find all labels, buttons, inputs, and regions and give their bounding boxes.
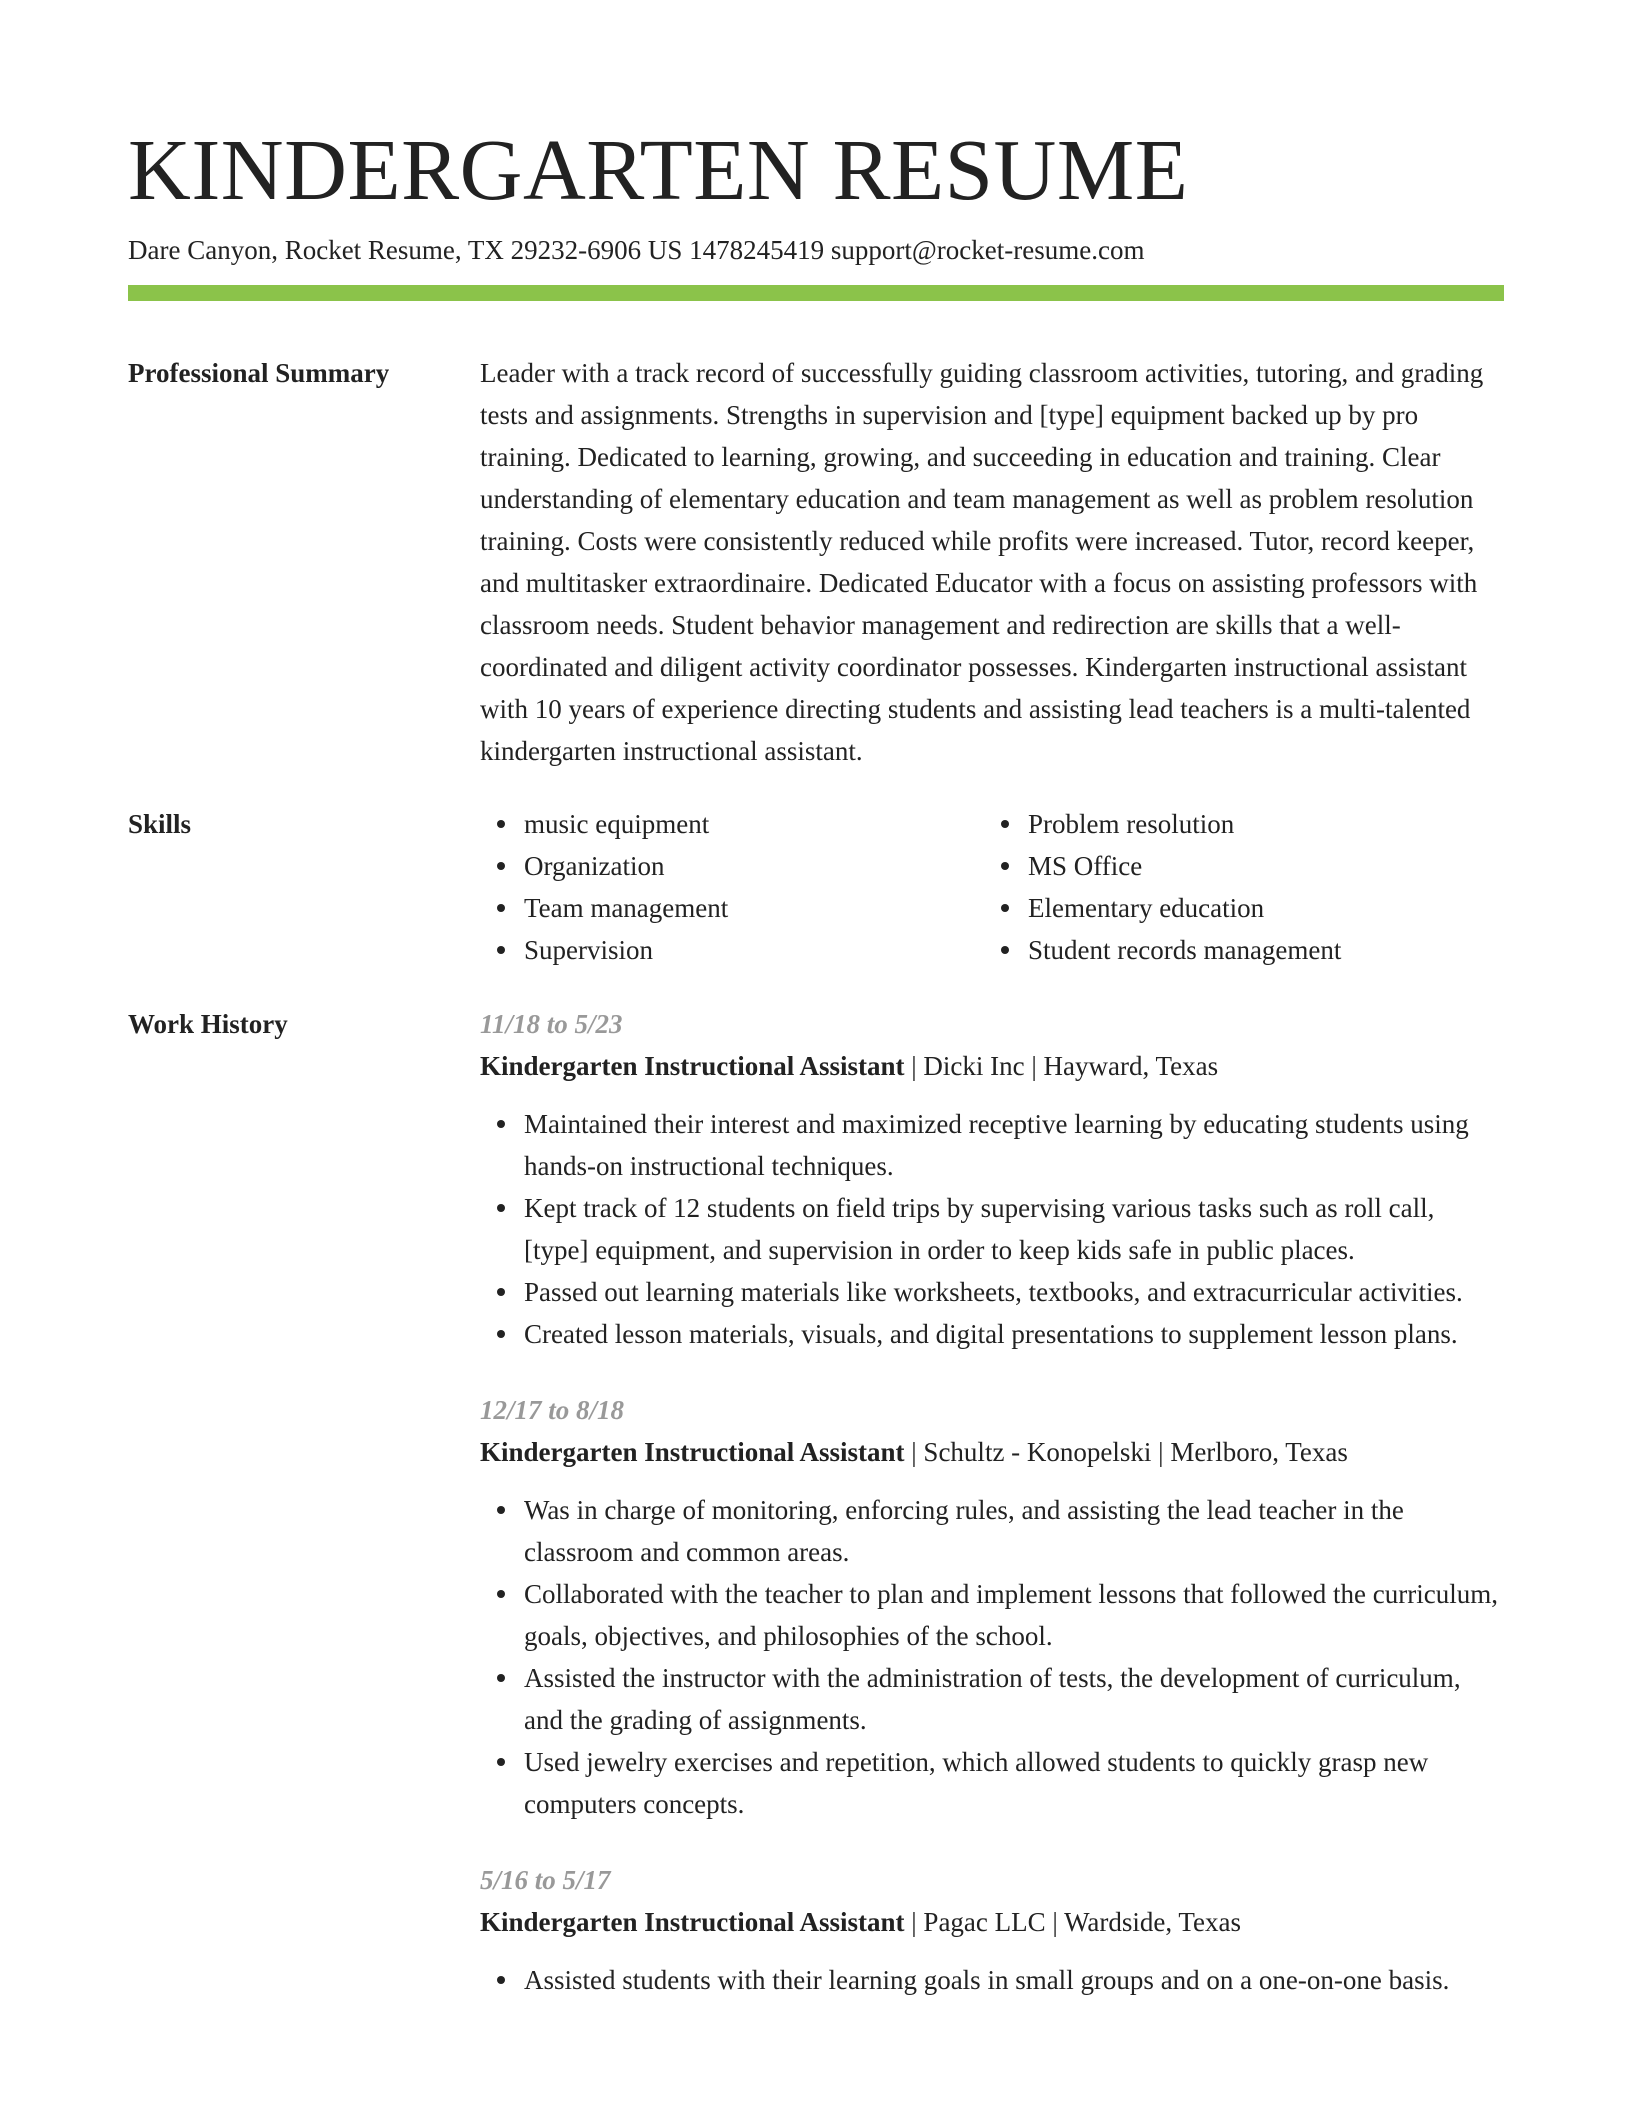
accent-divider xyxy=(128,285,1504,301)
job-entry xyxy=(480,1389,1504,1825)
job-role: Kindergarten Instructional Assistant xyxy=(480,1907,905,1937)
skills-column-left xyxy=(480,803,984,971)
skills-body xyxy=(480,803,1504,971)
job-bullet: Assisted students with their learning goals in small groups and on a one-on-one basis. xyxy=(524,1959,1504,2001)
skills-label: Skills xyxy=(128,809,192,839)
job-bullet: Assisted the instructor with the administration of tests, the development of curriculum, and the grading of assignments. xyxy=(524,1657,1504,1741)
job-entry xyxy=(480,1003,1504,1355)
job-bullets xyxy=(480,1959,1504,2001)
skill-item: Supervision xyxy=(524,929,984,971)
summary-text: Leader with a track record of successfully guiding classroom activities, tutoring, and grading tests and assignments. Strengths in supervision and [type] equipment backed up by pro training. Dedicated to learning, growing, and succeeding in education and training. Clear understanding of elementary education and team management as well as problem resolution training. Costs were consistently reduced while profits were increased. Tutor, record keeper, and multitasker extraordinaire. Dedicated Educator with a focus on assisting professors with classroom needs. Student behavior management and redirection are skills that a well-coordinated and diligent activity coordinator possesses. Kindergarten instructional assistant with 10 years of experience directing students and assisting lead teachers is a multi-talented kindergarten instructional assistant. xyxy=(480,358,1484,766)
skills-section xyxy=(128,803,1504,973)
job-entry xyxy=(480,1859,1504,2001)
work-history-label: Work History xyxy=(128,1009,288,1039)
job-heading xyxy=(480,1045,1504,1087)
skills-column-right xyxy=(984,803,1488,971)
work-history-body xyxy=(480,1003,1504,2035)
job-details: | Dicki Inc | Hayward, Texas xyxy=(904,1051,1219,1081)
job-bullet: Collaborated with the teacher to plan and implement lessons that followed the curriculum, goals, objectives, and philosophies of the school. xyxy=(524,1573,1504,1657)
summary-label: Professional Summary xyxy=(128,358,390,388)
resume-title: KINDERGARTEN RESUME xyxy=(128,121,1189,218)
job-details: | Pagac LLC | Wardside, Texas xyxy=(904,1907,1241,1937)
job-heading xyxy=(480,1431,1504,1473)
skill-item: MS Office xyxy=(1028,845,1488,887)
job-dates: 5/16 to 5/17 xyxy=(480,1865,611,1895)
skill-item: Elementary education xyxy=(1028,887,1488,929)
resume-header xyxy=(128,120,1504,268)
job-bullet: Maintained their interest and maximized receptive learning by educating students using hands-on instructional techniques. xyxy=(524,1103,1504,1187)
job-bullets xyxy=(480,1103,1504,1355)
summary-section xyxy=(128,352,1504,772)
skill-item: Problem resolution xyxy=(1028,803,1488,845)
job-details: | Schultz - Konopelski | Merlboro, Texas xyxy=(904,1437,1348,1467)
summary-body xyxy=(480,352,1504,772)
job-role: Kindergarten Instructional Assistant xyxy=(480,1437,905,1467)
contact-line: Dare Canyon, Rocket Resume, TX 29232-6906 US 1478245419 support@rocket-resume.com xyxy=(128,235,1145,265)
job-bullet: Passed out learning materials like worksheets, textbooks, and extracurricular activities. xyxy=(524,1271,1504,1313)
job-dates: 12/17 to 8/18 xyxy=(480,1395,625,1425)
job-bullet: Used jewelry exercises and repetition, which allowed students to quickly grasp new computers concepts. xyxy=(524,1741,1504,1825)
skill-item: Student records management xyxy=(1028,929,1488,971)
job-role: Kindergarten Instructional Assistant xyxy=(480,1051,905,1081)
job-bullet: Created lesson materials, visuals, and digital presentations to supplement lesson plans. xyxy=(524,1313,1504,1355)
work-history-section xyxy=(128,1003,1504,2112)
skill-item: Organization xyxy=(524,845,984,887)
job-bullet: Was in charge of monitoring, enforcing rules, and assisting the lead teacher in the classroom and common areas. xyxy=(524,1489,1504,1573)
skill-item: music equipment xyxy=(524,803,984,845)
job-bullet: Kept track of 12 students on field trips by supervising various tasks such as roll call, [type] equipment, and supervision in order to keep kids safe in public places. xyxy=(524,1187,1504,1271)
skill-item: Team management xyxy=(524,887,984,929)
job-heading xyxy=(480,1901,1504,1943)
job-dates: 11/18 to 5/23 xyxy=(480,1009,623,1039)
job-bullets xyxy=(480,1489,1504,1825)
skills-grid xyxy=(480,803,1504,971)
